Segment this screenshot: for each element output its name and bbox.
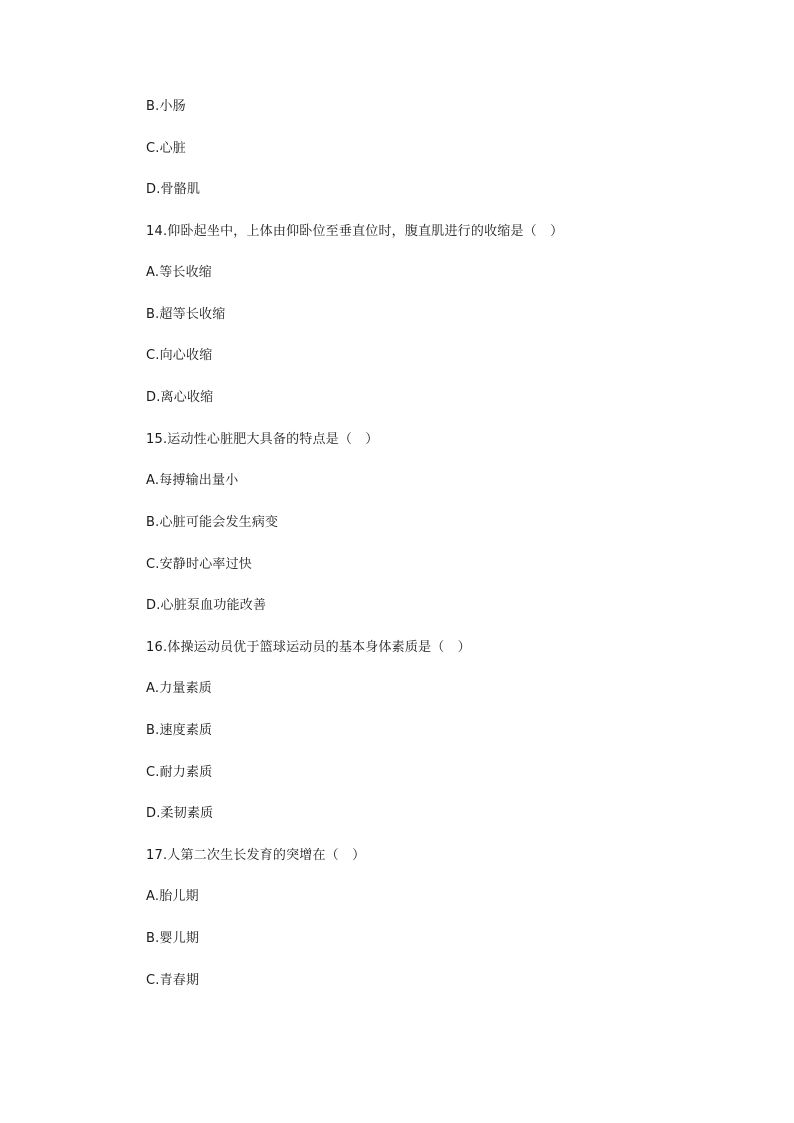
option-c-q13: C.心脏 xyxy=(146,141,187,156)
option-a-q14: A.等长收缩 xyxy=(146,265,212,280)
option-c-q17: C.青春期 xyxy=(146,973,200,988)
question-16: 16.体操运动员优于篮球运动员的基本身体素质是（ ） xyxy=(146,640,471,655)
question-15: 15.运动性心脏肥大具备的特点是（ ） xyxy=(146,432,379,447)
option-b-q15: B.心脏可能会发生病变 xyxy=(146,515,279,530)
option-b-q14: B.超等长收缩 xyxy=(146,307,226,322)
option-d-q14: D.离心收缩 xyxy=(146,390,214,405)
option-d-q16: D.柔韧素质 xyxy=(146,806,214,821)
option-c-q15: C.安静时心率过快 xyxy=(146,557,253,572)
option-b-q17: B.婴儿期 xyxy=(146,931,200,946)
option-b-q16: B.速度素质 xyxy=(146,723,213,738)
option-a-q16: A.力量素质 xyxy=(146,681,212,696)
option-d-q13: D.骨骼肌 xyxy=(146,182,201,197)
option-a-q15: A.每搏输出量小 xyxy=(146,473,239,488)
option-a-q17: A.胎儿期 xyxy=(146,889,199,904)
option-d-q15: D.心脏泵血功能改善 xyxy=(146,598,267,613)
option-c-q14: C.向心收缩 xyxy=(146,348,213,363)
option-b-q13: B.小肠 xyxy=(146,99,186,114)
question-14: 14.仰卧起坐中，上体由仰卧位至垂直位时，腹直肌进行的收缩是（ ） xyxy=(146,224,564,239)
question-17: 17.人第二次生长发育的突增在（ ） xyxy=(146,848,366,863)
option-c-q16: C.耐力素质 xyxy=(146,765,213,780)
